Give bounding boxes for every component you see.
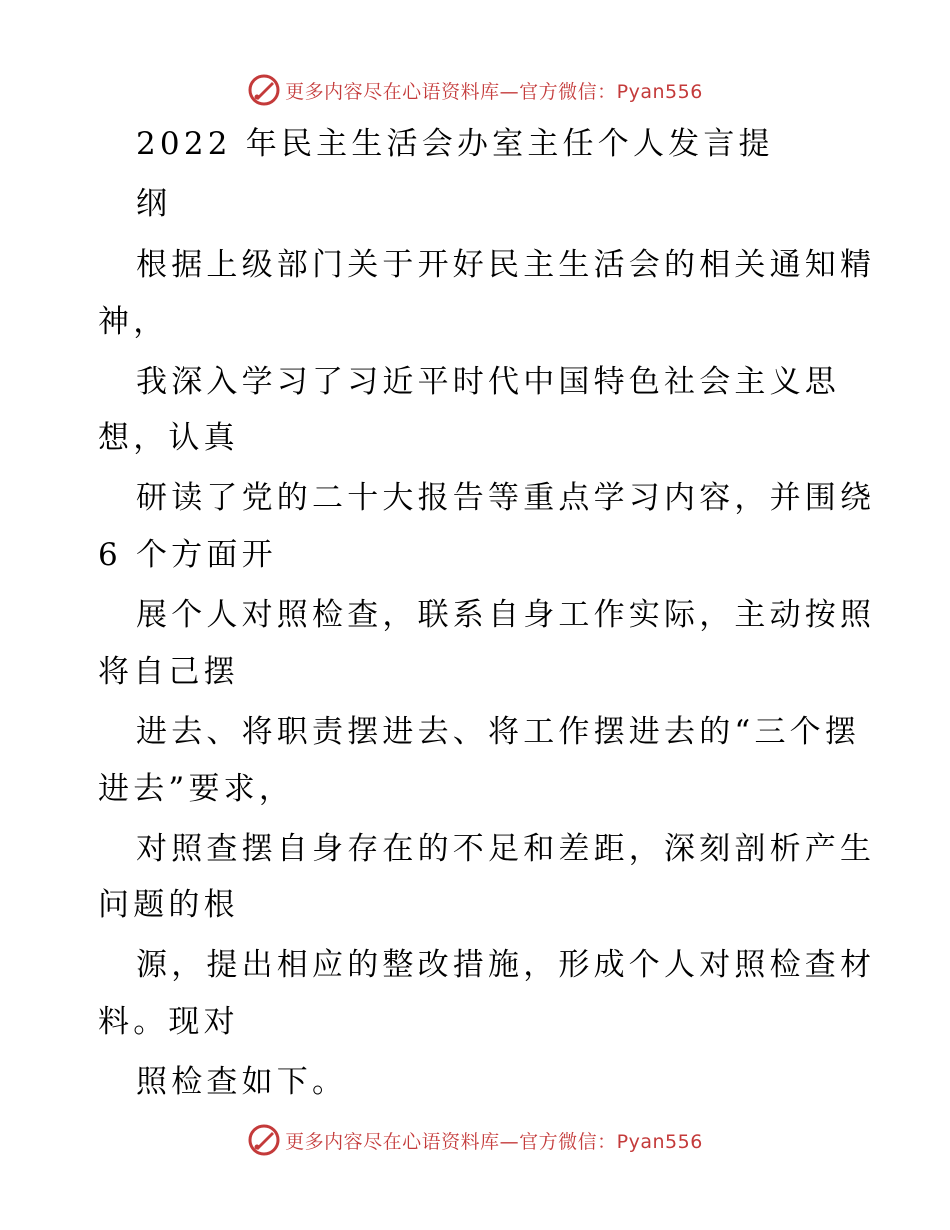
paragraph-line: 源，提出相应的整改措施，形成个人对照检查材 bbox=[136, 947, 876, 983]
watermark-header bbox=[0, 70, 950, 110]
paragraph-line: 将自己摆 bbox=[98, 654, 239, 690]
doc-title-line-2: 纲 bbox=[136, 186, 172, 222]
paragraph-line: 我深入学习了习近平时代中国特色社会主义思 bbox=[136, 364, 840, 400]
watermark-footer bbox=[0, 1120, 950, 1160]
paragraph-line: 进去”要求， bbox=[98, 771, 295, 807]
paragraph-line: 照检查如下。 bbox=[136, 1064, 348, 1100]
paragraph-line: 料。现对 bbox=[98, 1004, 239, 1040]
doc-title-line-1: 2022 年民主生活会办室主任个人发言提 bbox=[136, 126, 774, 162]
paragraph-line: 进去、将职责摆进去、将工作摆进去的“三个摆 bbox=[136, 714, 861, 750]
paragraph-line: 神， bbox=[98, 304, 169, 340]
paragraph-line: 想，认真 bbox=[98, 420, 239, 456]
paragraph-line: 问题的根 bbox=[98, 887, 239, 923]
paragraph-line: 展个人对照检查，联系自身工作实际，主动按照 bbox=[136, 597, 876, 633]
paragraph-line: 研读了党的二十大报告等重点学习内容，并围绕 bbox=[136, 480, 876, 516]
paragraph-line: 对照查摆自身存在的不足和差距，深刻剖析产生 bbox=[136, 831, 876, 867]
pen-seal-logo-icon bbox=[247, 1123, 281, 1157]
paragraph-line: 根据上级部门关于开好民主生活会的相关通知精 bbox=[136, 247, 876, 283]
pen-seal-logo-icon bbox=[247, 73, 281, 107]
watermark-text: 更多内容尽在心语资料库—官方微信：Pyan556 bbox=[285, 80, 703, 103]
watermark-text: 更多内容尽在心语资料库—官方微信：Pyan556 bbox=[285, 1130, 703, 1153]
paragraph-line: 6 个方面开 bbox=[98, 537, 277, 573]
